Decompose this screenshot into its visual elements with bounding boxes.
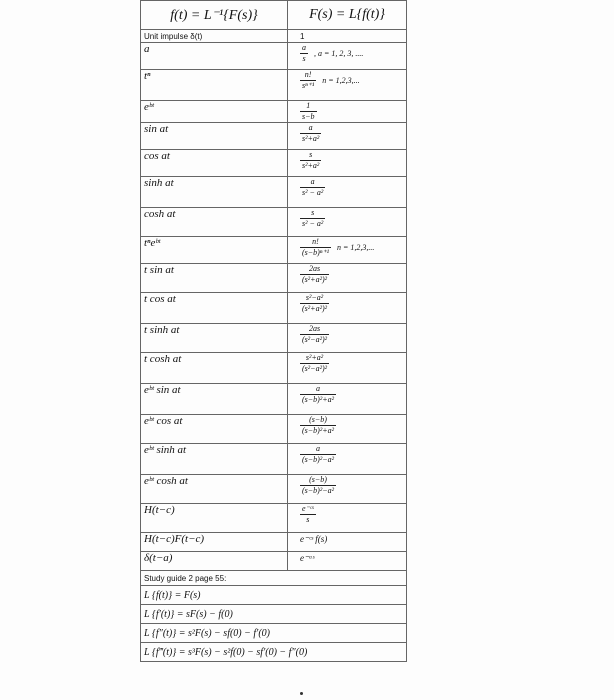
transform-cell: [288, 264, 407, 293]
time-function: sinh at: [144, 177, 174, 189]
transform-cell: [288, 293, 407, 324]
fraction-denominator: s: [306, 515, 310, 524]
table-row: [141, 533, 407, 552]
table-row: [141, 30, 407, 43]
time-function-cell: [141, 70, 288, 101]
table-row: [141, 504, 407, 533]
table-row: [141, 70, 407, 101]
transform-fraction: [300, 177, 325, 198]
time-function: tⁿ: [144, 70, 151, 82]
transform-fraction: [300, 123, 321, 144]
study-guide-label: Study guide 2 page 55:: [144, 574, 227, 583]
fraction-numerator: s²−a²: [300, 293, 329, 304]
time-function: t cosh at: [144, 353, 182, 365]
page-mark: [300, 692, 303, 695]
time-function-cell: [141, 384, 288, 415]
table-row: [141, 293, 407, 324]
time-function: H(t−c)F(t−c): [144, 533, 205, 545]
fraction-denominator: (s²−a²)²: [302, 335, 328, 344]
time-function: t cos at: [144, 293, 176, 305]
fraction-numerator: n!: [300, 70, 316, 81]
time-function: eᵇᵗ sin at: [144, 384, 181, 396]
fraction-denominator: s²+a²: [302, 161, 320, 170]
fraction-denominator: (s−b)²−a²: [302, 486, 335, 495]
fraction-numerator: s: [300, 150, 321, 161]
time-function-cell: [141, 237, 288, 264]
transform-fraction: [300, 444, 336, 465]
header-left: f(t) = L⁻¹{F(s)}: [141, 1, 288, 30]
time-function: cos at: [144, 150, 170, 162]
table-row: [141, 552, 407, 571]
time-function: tⁿeᵇᵗ: [144, 237, 161, 249]
fraction-numerator: a: [300, 444, 336, 455]
transform-expression: e⁻ᵃˢ: [300, 553, 315, 563]
transform-fraction: [300, 415, 336, 436]
table-row: [141, 384, 407, 415]
table-body: [141, 30, 407, 571]
table-row: [141, 101, 407, 123]
time-function: cosh at: [144, 208, 176, 220]
time-function: t sin at: [144, 264, 174, 276]
time-function-cell: [141, 123, 288, 150]
table-row: [141, 444, 407, 475]
table-row: [141, 43, 407, 70]
transform-fraction: [300, 101, 317, 122]
transform-fraction: [300, 208, 325, 229]
table-row: [141, 415, 407, 444]
property-row: [141, 643, 407, 662]
transform-cell: [288, 30, 407, 43]
time-function-cell: [141, 264, 288, 293]
transform-cell: [288, 504, 407, 533]
derivative-property: L {f(t)} = F(s): [144, 589, 201, 601]
time-function: a: [144, 43, 150, 55]
table-row: [141, 475, 407, 504]
derivative-property: L {f″(t)} = s²F(s) − sf(0) − f′(0): [144, 627, 271, 639]
time-function-cell: [141, 150, 288, 177]
fraction-numerator: 2as: [300, 264, 329, 275]
derivative-property: L {f‴(t)} = s³F(s) − s²f(0) − sf′(0) − f″(0): [144, 646, 308, 658]
table-row: [141, 353, 407, 384]
time-function: eᵇᵗ cosh at: [144, 475, 188, 487]
fraction-denominator: (s²+a²)²: [302, 275, 328, 284]
time-function-cell: [141, 353, 288, 384]
transform-fraction: [300, 475, 336, 496]
time-function: Unit impulse δ(t): [144, 32, 203, 41]
transform-cell: [288, 150, 407, 177]
transform-fraction: [300, 293, 329, 314]
time-function-cell: [141, 552, 288, 571]
fraction-numerator: a: [302, 43, 306, 52]
fraction-denominator: (s²+a²)²: [302, 304, 328, 313]
table-row: [141, 150, 407, 177]
transform-cell: [288, 123, 407, 150]
transform-cell: [288, 533, 407, 552]
transform-expression: e⁻ᶜˢ f(s): [300, 534, 328, 544]
time-function: eᵇᵗ: [144, 101, 154, 113]
time-function-cell: [141, 177, 288, 208]
transform-fraction: [300, 264, 329, 285]
time-function-cell: [141, 293, 288, 324]
transform-fraction: [300, 150, 321, 171]
time-function-cell: [141, 101, 288, 123]
table-row: [141, 208, 407, 237]
time-function-cell: [141, 444, 288, 475]
fraction-denominator: (s²−a²)²: [302, 364, 328, 373]
time-function: eᵇᵗ cos at: [144, 415, 183, 427]
header-right: F(s) = L{f(t)}: [288, 1, 407, 30]
property-row: [141, 586, 407, 605]
time-function: eᵇᵗ sinh at: [144, 444, 187, 456]
fraction-numerator: n!: [300, 237, 331, 248]
property-row: [141, 605, 407, 624]
time-function: H(t−c): [144, 504, 175, 516]
transform-cell: [288, 177, 407, 208]
table-row: [141, 324, 407, 353]
fraction-numerator: a: [300, 384, 336, 395]
transform-cell: [288, 101, 407, 123]
time-function-cell: [141, 324, 288, 353]
time-function-cell: [141, 208, 288, 237]
transform-note: , a = 1, 2, 3, ....: [314, 49, 364, 59]
time-function: t sinh at: [144, 324, 180, 336]
transform-fraction: [300, 43, 308, 64]
transform-cell: [288, 43, 407, 70]
fraction-numerator: a: [300, 123, 321, 134]
fraction-denominator: (s−b)²+a²: [302, 395, 335, 404]
derivative-property: L {f′(t)} = sF(s) − f(0): [144, 608, 233, 620]
transform-note: n = 1,2,3,...: [336, 243, 375, 253]
study-guide-row: [141, 571, 407, 586]
fraction-numerator: (s−b): [300, 415, 336, 426]
transform-expression: 1: [300, 32, 305, 41]
fraction-denominator: s² − a²: [302, 188, 324, 197]
table-row: [141, 264, 407, 293]
fraction-numerator: a: [300, 177, 325, 188]
time-function-cell: [141, 415, 288, 444]
time-function-cell: [141, 533, 288, 552]
transform-cell: [288, 70, 407, 101]
transform-fraction: [300, 353, 329, 374]
transform-cell: [288, 384, 407, 415]
fraction-numerator: s: [300, 208, 325, 219]
laplace-transform-table: [140, 0, 407, 662]
transform-fraction: [300, 384, 336, 405]
time-function-cell: [141, 475, 288, 504]
transform-note: n = 1,2,3,...: [322, 76, 360, 86]
time-function-cell: [141, 43, 288, 70]
time-function-cell: [141, 30, 288, 43]
fraction-denominator: s: [302, 54, 306, 63]
transform-cell: [288, 237, 407, 264]
fraction-denominator: s²+a²: [302, 134, 320, 143]
transform-cell: [288, 324, 407, 353]
transform-fraction: [300, 237, 331, 258]
fraction-numerator: (s−b): [300, 475, 336, 486]
fraction-denominator: (s−b)²−a²: [302, 455, 335, 464]
table-header: [141, 1, 407, 30]
time-function-cell: [141, 504, 288, 533]
properties-body: [141, 586, 407, 662]
transform-cell: [288, 208, 407, 237]
transform-fraction: [300, 504, 316, 525]
fraction-denominator: s−b: [302, 112, 315, 121]
fraction-numerator: 1: [300, 101, 317, 112]
transform-cell: [288, 444, 407, 475]
property-row: [141, 624, 407, 643]
table-row: [141, 177, 407, 208]
table-row: [141, 237, 407, 264]
transform-fraction: [300, 324, 329, 345]
table-row: [141, 123, 407, 150]
fraction-denominator: (s−b)ⁿ⁺¹: [302, 248, 329, 257]
time-function: sin at: [144, 123, 169, 135]
fraction-denominator: (s−b)²+a²: [302, 426, 335, 435]
time-function: δ(t−a): [144, 552, 173, 564]
fraction-numerator: s²+a²: [300, 353, 329, 364]
transform-fraction: [300, 70, 316, 91]
fraction-numerator: 2as: [300, 324, 329, 335]
fraction-denominator: sⁿ⁺¹: [302, 81, 315, 90]
transform-cell: [288, 475, 407, 504]
fraction-denominator: s² − a²: [302, 219, 324, 228]
fraction-numerator: e⁻ᶜˢ: [302, 504, 314, 513]
transform-cell: [288, 552, 407, 571]
transform-cell: [288, 415, 407, 444]
transform-cell: [288, 353, 407, 384]
